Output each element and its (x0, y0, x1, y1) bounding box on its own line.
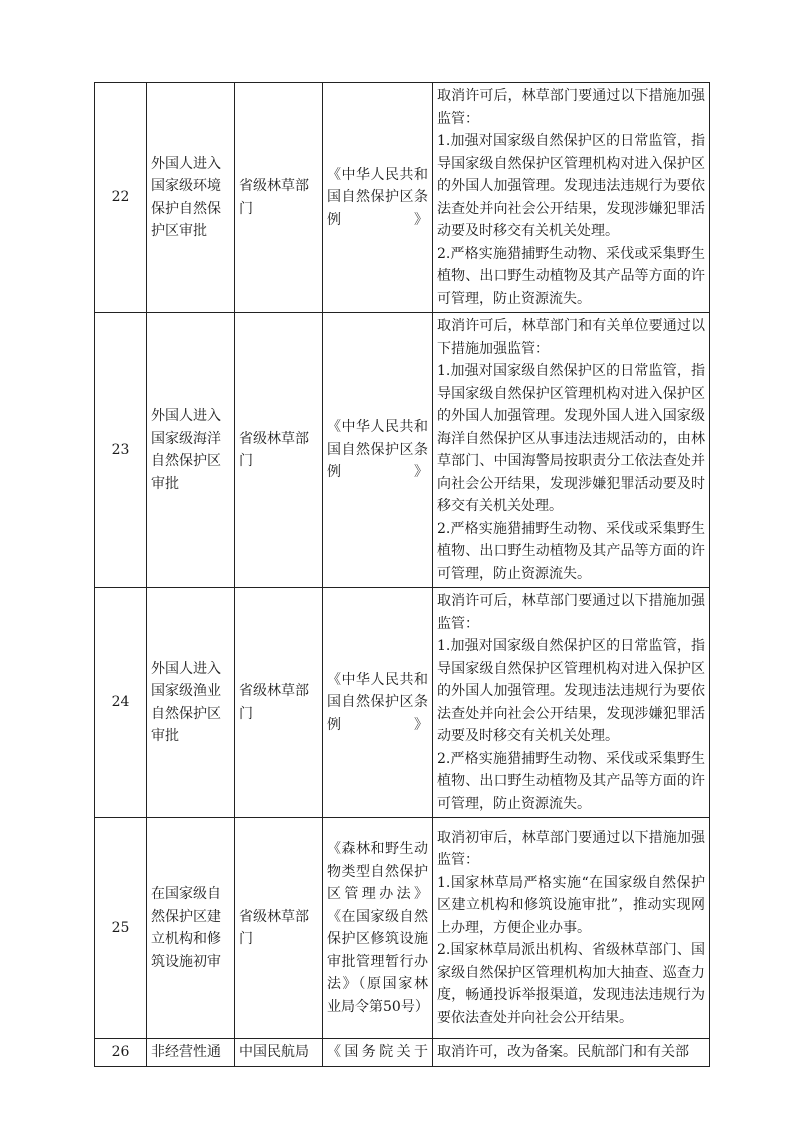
table-row (95, 1039, 710, 1067)
measure-line: 2.严格实施猎捕野生动物、采伐或采集野生植物、出口野生动植物及其产品等方面的许可管理，防止资源流失。 (437, 750, 705, 812)
measure-line: 取消初审后，林草部门要通过以下措施加强监管： (437, 829, 705, 869)
row-number: 23 (95, 313, 147, 588)
measure-line: 取消许可，改为备案。民航部门和有关部 (437, 1044, 689, 1060)
row-number: 24 (95, 588, 147, 818)
basis-line: 《在国家级自然保护区修筑设施审批管理暂行办法》（原国家林业局令第50号） (327, 908, 429, 1015)
department: 省级林草部门 (235, 818, 323, 1039)
item-name: 外国人进入国家级海洋自然保护区审批 (147, 313, 235, 588)
row-number: 25 (95, 818, 147, 1039)
department: 省级林草部门 (235, 313, 323, 588)
item-name: 外国人进入国家级渔业自然保护区审批 (147, 588, 235, 818)
measure-line: 1.加强对国家级自然保护区的日常监管，指导国家级自然保护区管理机构对进入保护区的外国人加强管理。发现外国人进入国家级海洋自然保护区从事违法违规活动的，由林草部门、中国海警局按职责分工依法查处并向社会公开结果，发现涉嫌犯罪活动要及时移交有关机关处理。 (437, 363, 705, 514)
item-name: 在国家级自然保护区建立机构和修筑设施初审 (147, 818, 235, 1039)
supervision-measures (433, 1039, 710, 1067)
measure-line: 2.严格实施猎捕野生动物、采伐或采集野生植物、出口野生动植物及其产品等方面的许可管理，防止资源流失。 (437, 520, 705, 582)
legal-basis (323, 818, 433, 1039)
supervision-measures (433, 313, 710, 588)
basis-line: 《国务院关于 (327, 1044, 428, 1060)
supervision-measures (433, 83, 710, 313)
measure-line: 1.加强对国家级自然保护区的日常监管，指导国家级自然保护区管理机构对进入保护区的外国人加强管理。发现违法违规行为要依法查处并向社会公开结果，发现涉嫌犯罪活动要及时移交有关机关处理。 (437, 133, 705, 239)
supervision-measures (433, 588, 710, 818)
measure-line: 取消许可后，林草部门和有关单位要通过以下措施加强监管： (437, 318, 705, 357)
item-name: 非经营性通 (147, 1039, 235, 1067)
supervision-measures (433, 818, 710, 1039)
row-number: 26 (95, 1039, 147, 1067)
row-number: 22 (95, 83, 147, 313)
measure-line: 2.国家林草局派出机构、省级林草部门、国家级自然保护区管理机构加大抽查、巡查力度，畅通投诉举报渠道，发现违法违规行为要依法查处并向社会公开结果。 (437, 942, 705, 1026)
basis-line: 《森林和野生动物类型自然保护区管理办法》 (327, 841, 428, 902)
table-row (95, 588, 710, 818)
document-table (94, 82, 710, 1067)
measure-line: 1.加强对国家级自然保护区的日常监管，指导国家级自然保护区管理机构对进入保护区的外国人加强管理。发现违法违规行为要依法查处并向社会公开结果，发现涉嫌犯罪活动要及时移交有关机关处理。 (437, 638, 705, 744)
basis-line: 《中华人民共和国自然保护区条例》 (327, 166, 428, 228)
legal-basis (323, 588, 433, 818)
legal-basis (323, 1039, 433, 1067)
table-row (95, 313, 710, 588)
department: 省级林草部门 (235, 83, 323, 313)
basis-line: 《中华人民共和国自然保护区条例》 (327, 671, 428, 733)
department: 省级林草部门 (235, 588, 323, 818)
table-row (95, 818, 710, 1039)
measure-line: 取消许可后，林草部门要通过以下措施加强监管： (437, 593, 705, 632)
basis-line: 《中华人民共和国自然保护区条例》 (327, 419, 428, 481)
item-name: 外国人进入国家级环境保护自然保护区审批 (147, 83, 235, 313)
table-row (95, 83, 710, 313)
measure-line: 2.严格实施猎捕野生动物、采伐或采集野生植物、出口野生动植物及其产品等方面的许可管理，防止资源流失。 (437, 245, 705, 307)
legal-basis (323, 83, 433, 313)
legal-basis (323, 313, 433, 588)
measure-line: 1.国家林草局严格实施“在国家级自然保护区建立机构和修筑设施审批”，推动实现网上办理，方便企业办事。 (437, 874, 705, 936)
measure-line: 取消许可后，林草部门要通过以下措施加强监管： (437, 88, 705, 127)
department: 中国民航局 (235, 1039, 323, 1067)
